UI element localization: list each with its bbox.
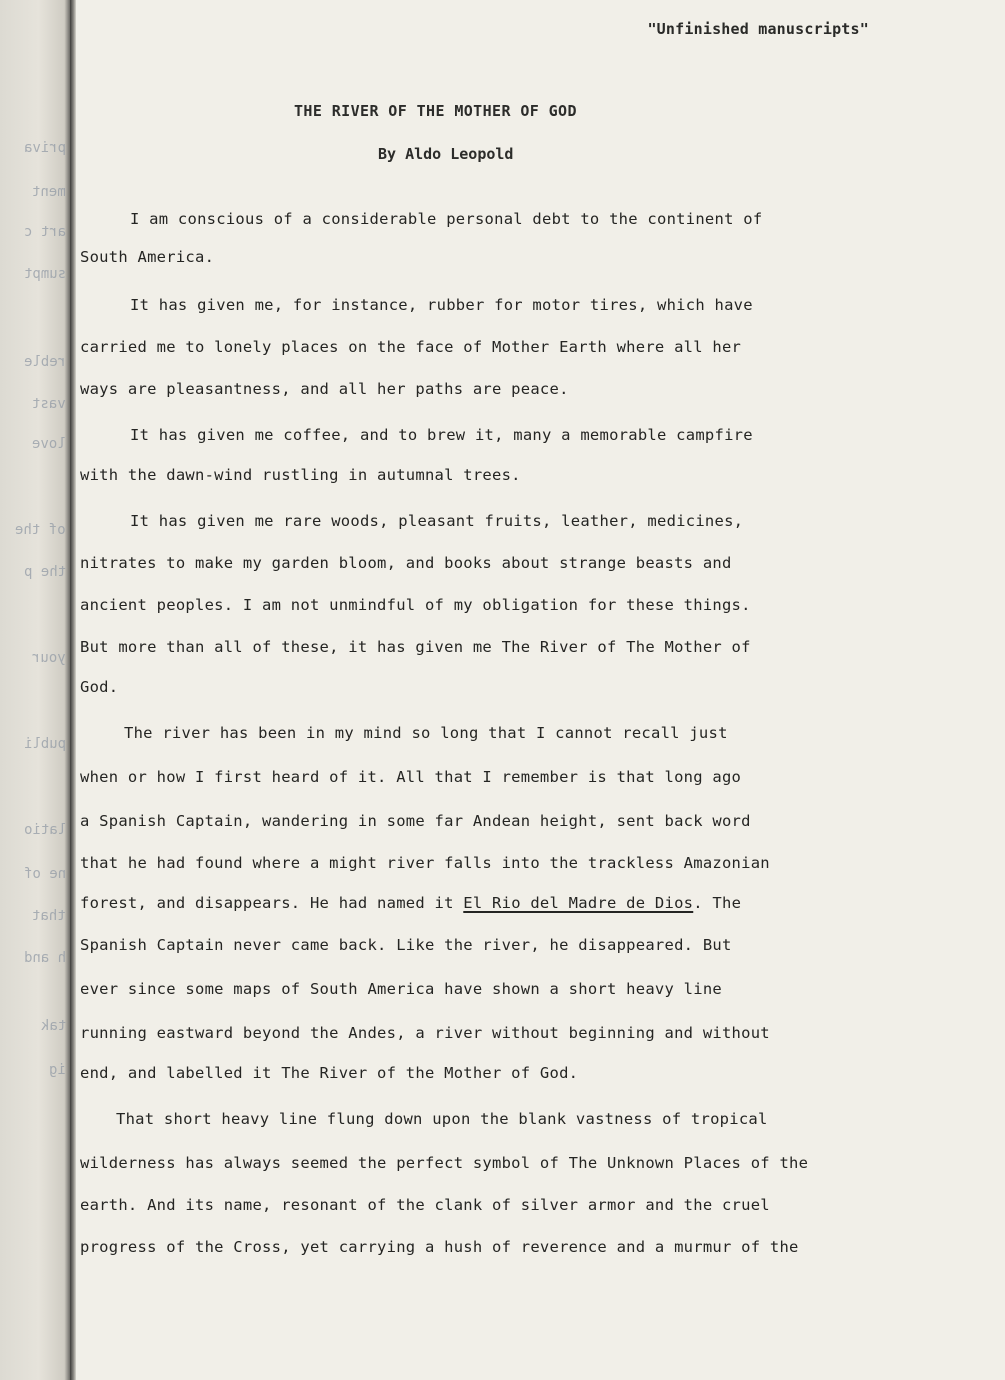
text-line: It has given me, for instance, rubber for motor tires, which have: [130, 296, 753, 314]
text-line: But more than all of these, it has given me The River of The Mother of: [80, 638, 751, 656]
text-line: Spanish Captain never came back. Like the river, he disappeared. But: [80, 936, 732, 954]
header-note: "Unfinished manuscripts": [647, 20, 869, 38]
facing-page-fragment: your: [32, 650, 66, 666]
facing-page-fragment: art c: [23, 224, 66, 240]
text-line: The river has been in my mind so long that I cannot recall just: [124, 724, 728, 742]
text-line: ancient peoples. I am not unmindful of my obligation for these things.: [80, 596, 751, 614]
facing-page-fragment: that: [32, 908, 66, 924]
byline: By Aldo Leopold: [378, 145, 514, 163]
facing-page-fragment: tak: [40, 1018, 66, 1034]
text-line: that he had found where a might river falls into the trackless Amazonian: [80, 854, 770, 872]
text-line: progress of the Cross, yet carrying a hush of reverence and a murmur of the: [80, 1238, 799, 1256]
facing-page-fragment: publi: [23, 736, 66, 752]
text-line: ways are pleasantness, and all her paths are peace.: [80, 380, 569, 398]
underlined-river-name: El Rio del Madre de Dios: [463, 894, 694, 912]
facing-page-fragment: vast: [32, 396, 66, 412]
text-line: wilderness has always seemed the perfect symbol of The Unknown Places of the: [80, 1154, 809, 1172]
facing-page-fragment: latio: [23, 822, 66, 838]
text-line: end, and labelled it The River of the Mother of God.: [80, 1064, 579, 1082]
text-line: a Spanish Captain, wandering in some far Andean height, sent back word: [80, 812, 751, 830]
facing-page-edge: [0, 0, 70, 1380]
facing-page-fragment: the p: [23, 564, 66, 580]
text-line: It has given me rare woods, pleasant fruits, leather, medicines,: [130, 512, 744, 530]
text-line: I am conscious of a considerable personal debt to the continent of: [130, 210, 763, 228]
text-line: God.: [80, 678, 119, 696]
text-line: South America.: [80, 248, 215, 266]
facing-page-fragment: priva: [23, 140, 66, 156]
page-title: THE RIVER OF THE MOTHER OF GOD: [294, 102, 577, 120]
facing-page-fragment: ig: [49, 1062, 66, 1078]
facing-page-fragment: ment: [32, 184, 66, 200]
facing-page-fragment: h and: [23, 950, 66, 966]
text-line-with-underline: [80, 894, 741, 912]
text-line: earth. And its name, resonant of the clank of silver armor and the cruel: [80, 1196, 770, 1214]
facing-page-fragment: ne of: [23, 866, 66, 882]
text-line: That short heavy line flung down upon the blank vastness of tropical: [116, 1110, 768, 1128]
facing-page-fragment: sumpt: [23, 266, 66, 282]
facing-page-fragment: reble: [23, 354, 66, 370]
text-line: It has given me coffee, and to brew it, many a memorable campfire: [130, 426, 753, 444]
facing-page-fragment: of the: [15, 522, 66, 538]
text-line: when or how I first heard of it. All that I remember is that long ago: [80, 768, 742, 786]
facing-page-fragment: love: [32, 436, 66, 452]
text-line: nitrates to make my garden bloom, and books about strange beasts and: [80, 554, 732, 572]
text-line: ever since some maps of South America have shown a short heavy line: [80, 980, 722, 998]
text-line: running eastward beyond the Andes, a river without beginning and without: [80, 1024, 770, 1042]
text-segment: forest, and disappears. He had named it: [80, 894, 464, 912]
text-segment: . The: [693, 894, 742, 912]
typescript-page: [76, 0, 1005, 1380]
text-line: carried me to lonely places on the face of Mother Earth where all her: [80, 338, 742, 356]
text-line: with the dawn-wind rustling in autumnal trees.: [80, 466, 521, 484]
